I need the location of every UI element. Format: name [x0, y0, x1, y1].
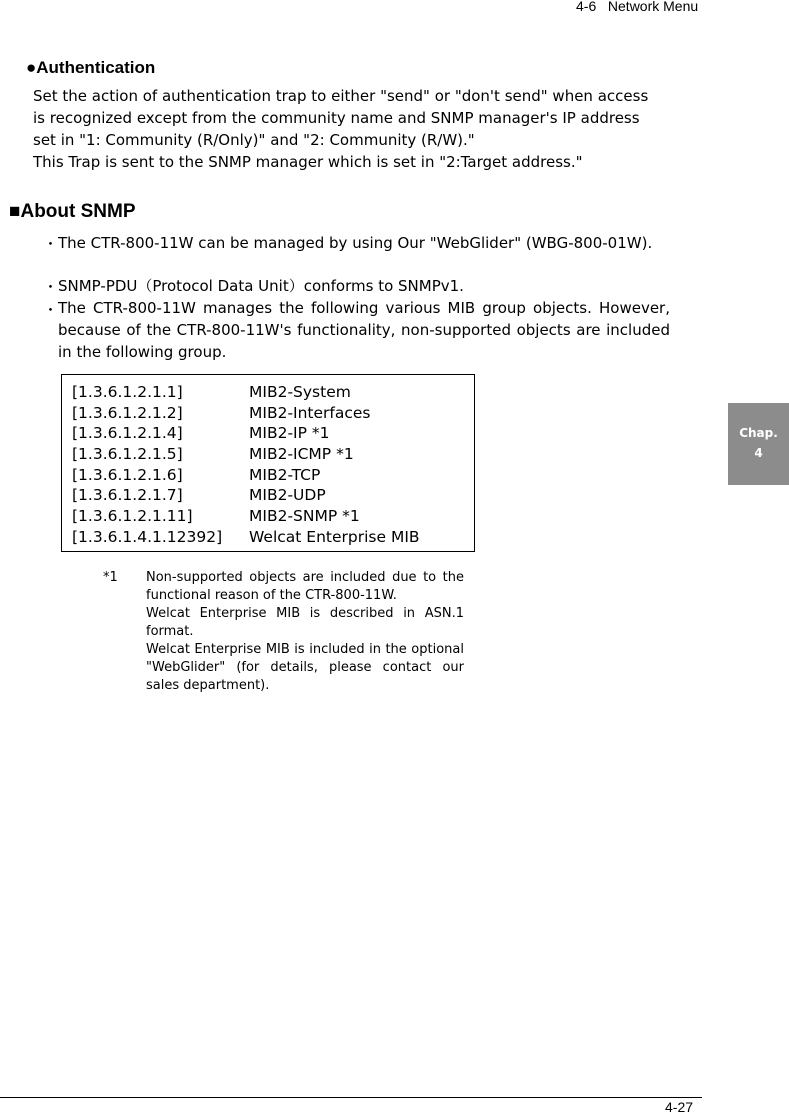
mib-name: MIB2-ICMP *1 — [249, 445, 354, 463]
bullet-mark: ・ — [43, 235, 59, 253]
chapter-tab-number: 4 — [754, 446, 763, 460]
about-snmp-heading: ■About SNMP — [9, 201, 136, 222]
footnote-text — [146, 569, 464, 695]
mib-oid: [1.3.6.1.2.1.7] — [72, 486, 183, 504]
authentication-text — [33, 85, 700, 173]
snmp-bullet-2: SNMP-PDU（Protocol Data Unit）conforms to SNMPv1. — [58, 277, 464, 295]
bullet-mark: ・ — [43, 301, 59, 319]
mib-name: MIB2-IP *1 — [249, 424, 330, 442]
mib-name: MIB2-Interfaces — [249, 404, 371, 422]
authentication-line: is recognized except from the community name and SNMP manager's IP address — [33, 109, 640, 127]
authentication-line: set in "1: Community (R/Only)" and "2: Community (R/W)." — [33, 131, 475, 149]
page-number: 4-27 — [665, 1099, 694, 1115]
mib-name: Welcat Enterprise MIB — [249, 528, 420, 546]
chapter-tab — [728, 403, 789, 485]
section-title: Network Menu — [607, 0, 699, 14]
mib-name: MIB2-TCP — [249, 466, 321, 484]
footnote-paragraph: Non-supported objects are included due to the functional reason of the CTR-800-11W. — [146, 570, 464, 603]
section-number: 4-6 — [576, 0, 597, 14]
mib-name: MIB2-SNMP *1 — [249, 507, 360, 525]
chapter-tab-label: Chap. — [739, 426, 778, 440]
snmp-bullet-3: The CTR-800-11W manages the following various MIB group objects. However, because of the CTR-800-11W's functionality, non-supported objects are included in the following group. — [58, 299, 670, 361]
bullet-mark: ・ — [43, 278, 59, 296]
footnote-marker: *1 — [103, 570, 118, 585]
authentication-line: This Trap is sent to the SNMP manager which is set in "2:Target address." — [33, 153, 583, 171]
mib-oid: [1.3.6.1.2.1.4] — [72, 424, 183, 442]
mib-name: MIB2-System — [249, 383, 351, 401]
authentication-line: Set the action of authentication trap to either "send" or "don't send" when access — [33, 87, 649, 105]
snmp-bullet-1: The CTR-800-11W can be managed by using Our "WebGlider" (WBG-800-01W). — [58, 234, 653, 252]
running-header — [576, 0, 698, 14]
authentication-heading: ●Authentication — [26, 58, 156, 77]
mib-group-box — [61, 374, 475, 552]
mib-name: MIB2-UDP — [249, 486, 326, 504]
mib-oid: [1.3.6.1.2.1.2] — [72, 404, 183, 422]
footer-rule — [0, 1097, 702, 1098]
mib-oid: [1.3.6.1.2.1.11] — [72, 507, 193, 525]
mib-oid: [1.3.6.1.2.1.5] — [72, 445, 183, 463]
mib-oid: [1.3.6.1.2.1.1] — [72, 383, 183, 401]
footnote-paragraph: Welcat Enterprise MIB is described in ASN.1 format. — [146, 606, 464, 639]
mib-oid: [1.3.6.1.4.1.12392] — [72, 528, 223, 546]
footnote-paragraph: Welcat Enterprise MIB is included in the optional "WebGlider" (for details, please contact our sales department). — [146, 642, 464, 693]
mib-oid: [1.3.6.1.2.1.6] — [72, 466, 183, 484]
